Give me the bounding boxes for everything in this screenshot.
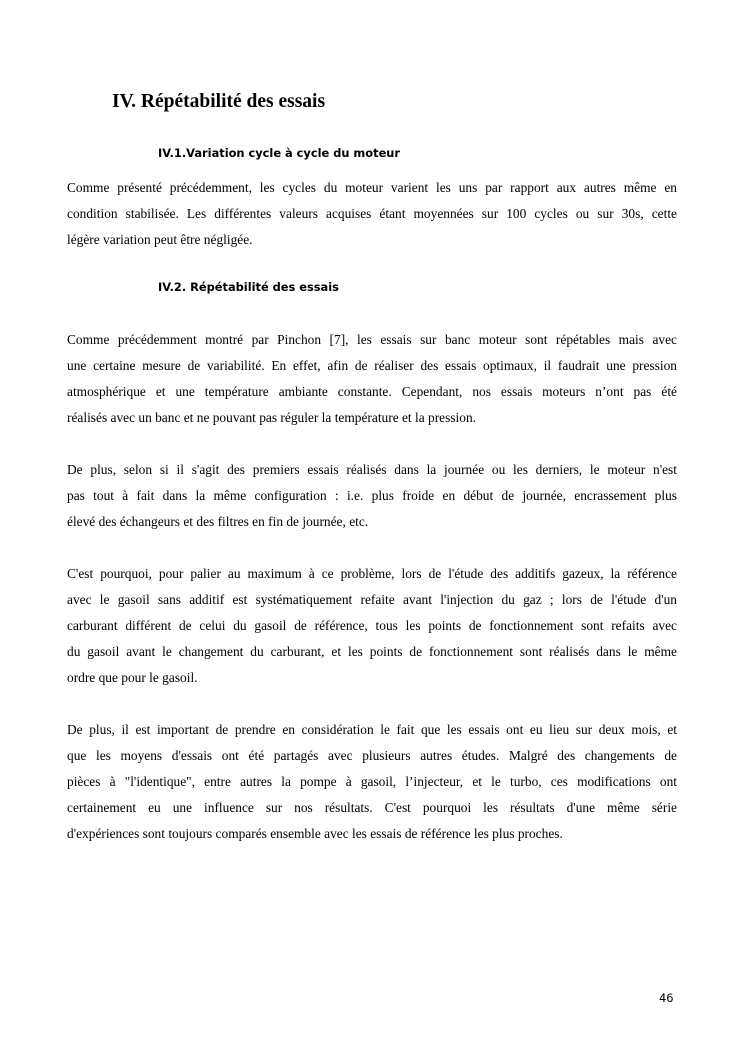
text-line: C'est pourquoi, pour palier au maximum à ce problème, lors de l'étude des additifs gazeux, la référence <box>67 566 677 581</box>
subsection-heading-iv-2: IV.2. Répétabilité des essais <box>158 280 339 294</box>
paragraph-daily-configuration <box>67 457 677 535</box>
paragraph-cycle-variation <box>67 175 677 253</box>
text-line: De plus, selon si il s'agit des premiers essais réalisés dans la journée ou les derniers, le moteur n'est <box>67 462 677 477</box>
text-line: Comme précédemment montré par Pinchon [7], les essais sur banc moteur sont répétables mais avec <box>67 332 677 347</box>
paragraph-reference-procedure <box>67 561 677 691</box>
paragraph-test-bench <box>67 327 677 431</box>
text-line: Comme présenté précédemment, les cycles du moteur varient les uns par rapport aux autres même en <box>67 180 677 195</box>
text-line: De plus, il est important de prendre en considération le fait que les essais ont eu lieu sur deux mois, et <box>67 722 677 737</box>
page-number: 46 <box>659 991 674 1005</box>
text-line: carburant différent de celui du gasoil de référence, tous les points de fonctionnement sont refaits avec <box>67 618 677 633</box>
text-line: élevé des échangeurs et des filtres en fin de journée, etc. <box>67 514 369 529</box>
text-line: ordre que pour le gasoil. <box>67 670 198 685</box>
section-heading-iv: IV. Répétabilité des essais <box>112 91 326 112</box>
text-line: condition stabilisée. Les différentes valeurs acquises étant moyennées sur 100 cycles ou sur 30s, cette <box>67 206 677 221</box>
text-line: certainement eu une influence sur nos résultats. C'est pourquoi les résultats d'une même série <box>67 800 677 815</box>
text-line: du gasoil avant le changement du carburant, et les points de fonctionnement sont réalisés dans le même <box>67 644 677 659</box>
text-line: pièces à "l'identique", entre autres la pompe à gasoil, l’injecteur, et le turbo, ces modifications ont <box>67 774 677 789</box>
text-line: avec le gasoil sans additif est systématiquement refaite avant l'injection du gaz ; lors de l'étude d'un <box>67 592 677 607</box>
subsection-heading-iv-1: IV.1.Variation cycle à cycle du moteur <box>158 146 401 160</box>
text-line: réalisés avec un banc et ne pouvant pas réguler la température et la pression. <box>67 410 476 425</box>
text-line: une certaine mesure de variabilité. En effet, afin de réaliser des essais optimaux, il faudrait une pression <box>67 358 677 373</box>
text-line: légère variation peut être négligée. <box>67 232 253 247</box>
paragraph-test-period <box>67 717 677 847</box>
text-line: pas tout à fait dans la même configuration : i.e. plus froide en début de journée, encrassement plus <box>67 488 677 503</box>
text-line: d'expériences sont toujours comparés ensemble avec les essais de référence les plus proches. <box>67 826 563 841</box>
text-line: que les moyens d'essais ont été partagés avec plusieurs autres études. Malgré des changements de <box>67 748 677 763</box>
text-line: atmosphérique et une température ambiante constante. Cependant, nos essais moteurs n’ont pas été <box>67 384 677 399</box>
